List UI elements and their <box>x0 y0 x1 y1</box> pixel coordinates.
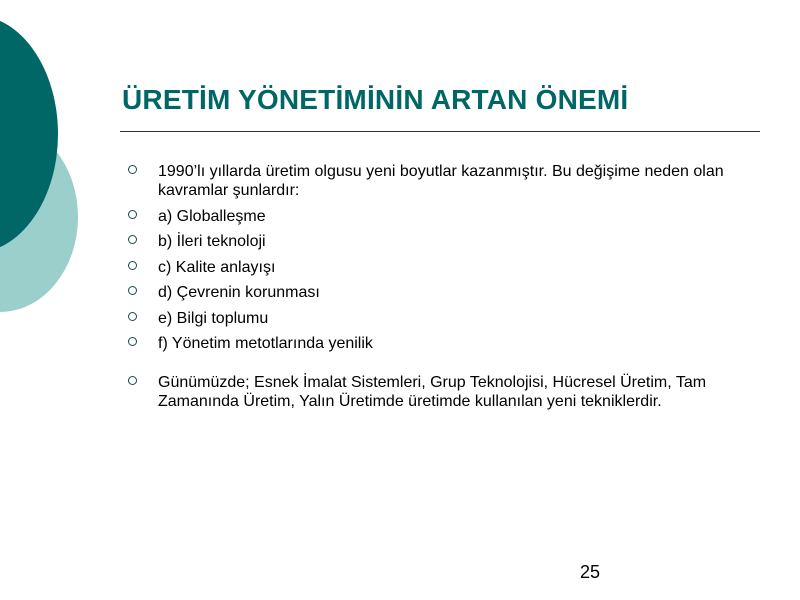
bullet-icon <box>128 165 137 174</box>
list-item <box>126 309 766 328</box>
list-item-text: e) Bilgi toplumu <box>158 309 269 327</box>
bullet-icon <box>128 261 137 270</box>
list-item-text: 1990’lı yıllarda üretim olgusu yeni boyutlar kazanmıştır. Bu değişime neden olan kavramlar şunlardır: <box>158 163 724 199</box>
list-item-text: b) İleri teknoloji <box>158 233 266 250</box>
page-number: 25 <box>580 562 601 582</box>
list-item <box>126 162 766 200</box>
list-item-text: a) Globalleşme <box>158 207 266 225</box>
list-item-text: f) Yönetim metotlarında yenilik <box>158 335 373 352</box>
list-item <box>126 232 766 251</box>
list-item <box>126 258 766 277</box>
bullet-icon <box>128 210 137 219</box>
bullet-icon <box>128 337 137 346</box>
bullet-icon <box>128 235 137 244</box>
list-item <box>126 283 766 302</box>
list-item <box>126 373 766 411</box>
list-item <box>126 207 766 226</box>
list-item-text: Günümüzde; Esnek İmalat Sistemleri, Grup Teknolojisi, Hücresel Üretim, Tam Zamanında Üretim, Yalın Üretimde üretimde kullanılan yeni tekniklerdir. <box>158 374 707 410</box>
bullet-icon <box>128 312 137 321</box>
list-item <box>126 334 766 353</box>
bullet-icon <box>128 286 137 295</box>
list-item-text: d) Çevrenin korunması <box>158 284 320 301</box>
title-underline <box>120 131 760 132</box>
bullet-list <box>126 162 766 418</box>
slide-title: ÜRETİM YÖNETİMİNİN ARTAN ÖNEMİ <box>122 84 629 115</box>
list-item-text: c) Kalite anlayışı <box>158 258 276 276</box>
bullet-icon <box>128 376 137 385</box>
